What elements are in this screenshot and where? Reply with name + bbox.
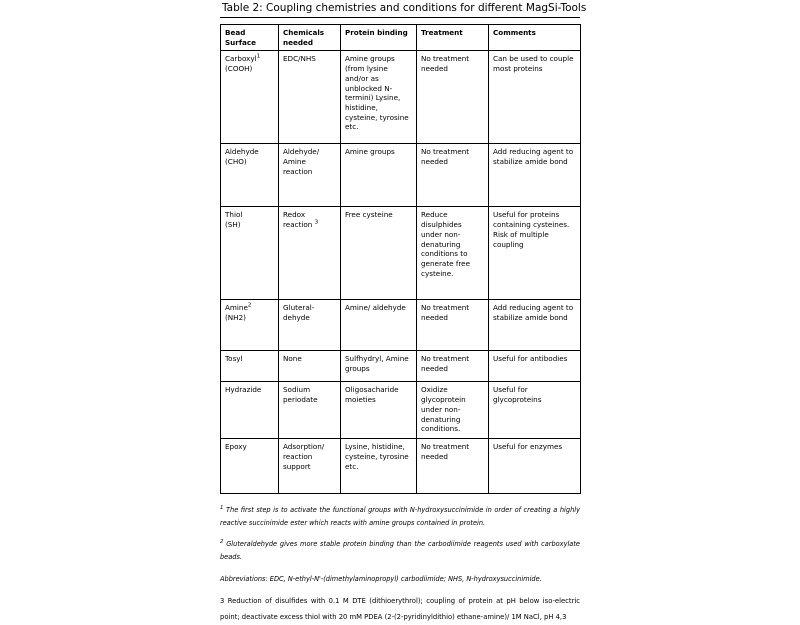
cell-bead-surface [221, 144, 279, 207]
cell-bead-surface [221, 51, 279, 144]
footnote-2 [220, 538, 580, 563]
cell-bead-surface [221, 207, 279, 300]
table-row [221, 382, 581, 439]
cell-chemicals-needed: EDC/NHS [279, 51, 341, 144]
footnote-marker: 3 [314, 219, 319, 226]
table-header-row [221, 25, 581, 51]
cell-treatment: No treatment needed [417, 351, 489, 382]
bead-surface-name: Aldehyde [225, 147, 259, 157]
cell-protein-binding: Sulfhydryl, Amine groups [341, 351, 417, 382]
chemicals-text: Redox reaction [283, 210, 313, 230]
abbreviations-note: Abbreviations: EDC, N-ethyl-N'-(dimethylaminopropyl) carbodiimide; NHS, N-hydroxysuccinimide. [220, 574, 542, 583]
footnote-1-text: The first step is to activate the functional groups with N-hydroxysuccinimide in order of creating a highly reactive succinimide ester which reacts with amine groups contained in protein. [220, 506, 580, 527]
cell-chemicals-needed: Sodium periodate [279, 382, 341, 439]
cell-chemicals-needed: None [279, 351, 341, 382]
cell-protein-binding: Amine groups [341, 144, 417, 207]
cell-treatment: No treatment needed [417, 439, 489, 494]
footnotes-section [220, 504, 580, 625]
cell-comments: Useful for antibodies [489, 351, 581, 382]
footnote-3: 3 Reduction of disulfides with 0.1 M DTE (dithioerythrol); coupling of protein at pH below iso-electric point; deactivate excess thiol with 20 mM PDEA (2-(2-pyridinyldithio) ethane-amine)/ 1M NaCl, pH 4,3 [220, 597, 580, 621]
cell-bead-surface [221, 300, 279, 351]
cell-protein-binding: Amine groups (from lysine and/or as unblocked N-termini) Lysine, histidine, cysteine, tyrosine etc. [341, 51, 417, 144]
column-header-treatment: Treatment [417, 25, 489, 51]
bead-surface-formula: (NH2) [225, 313, 246, 323]
table-row [221, 207, 581, 300]
cell-bead-surface: Hydrazide [221, 382, 279, 439]
cell-chemicals-needed: Gluteral-dehyde [279, 300, 341, 351]
cell-bead-surface: Epoxy [221, 439, 279, 494]
cell-chemicals-needed: Aldehyde/ Amine reaction [279, 144, 341, 207]
table-row [221, 51, 581, 144]
cell-treatment: No treatment needed [417, 51, 489, 144]
cell-treatment: No treatment needed [417, 144, 489, 207]
cell-comments: Useful for glycoproteins [489, 382, 581, 439]
bead-surface-formula: (COOH) [225, 64, 253, 74]
document-body [220, 0, 587, 625]
cell-protein-binding: Amine/ aldehyde [341, 300, 417, 351]
footnote-marker: 2 [247, 303, 252, 310]
footnote-1-marker: 1 [220, 505, 224, 512]
footnote-2-text: Gluteraldehyde gives more stable protein binding than the carbodiimide reagents used with carboxylate beads. [220, 540, 580, 561]
cell-comments: Add reducing agent to stabilize amide bond [489, 144, 581, 207]
cell-protein-binding: Lysine, histidine, cysteine, tyrosine etc. [341, 439, 417, 494]
cell-comments: Can be used to couple most proteins [489, 51, 581, 144]
table-caption: Table 2: Coupling chemistries and conditions for different MagSi-Tools [220, 0, 580, 18]
cell-treatment: Oxidize glycoprotein under non-denaturing conditions. [417, 382, 489, 439]
cell-protein-binding: Oligosacharide moieties [341, 382, 417, 439]
cell-protein-binding: Free cysteine [341, 207, 417, 300]
cell-comments: Useful for proteins containing cysteines. Risk of multiple coupling [489, 207, 581, 300]
column-header-protein-binding: Protein binding [341, 25, 417, 51]
footnote-marker: 1 [256, 54, 261, 61]
table-row [221, 439, 581, 494]
footnote-2-marker: 2 [220, 539, 224, 546]
bead-surface-name: Amine [225, 303, 248, 313]
cell-treatment: Reduce disulphides under non-denaturing conditions to generate free cysteine. [417, 207, 489, 300]
bead-surface-name: Thiol [225, 210, 243, 220]
cell-comments: Useful for enzymes [489, 439, 581, 494]
bead-surface-name: Carboxyl [225, 54, 257, 64]
cell-chemicals-needed: Adsorption/ reaction support [279, 439, 341, 494]
cell-chemicals-needed [279, 207, 341, 300]
column-header-chemicals-needed: Chemicals needed [279, 25, 341, 51]
cell-bead-surface: Tosyl [221, 351, 279, 382]
column-header-bead-surface: Bead Surface [221, 25, 279, 51]
table-row [221, 351, 581, 382]
bead-surface-formula: (SH) [225, 220, 241, 230]
cell-comments: Add reducing agent to stabilize amide bond [489, 300, 581, 351]
bead-surface-formula: (CHO) [225, 157, 247, 167]
table-row [221, 300, 581, 351]
coupling-chemistries-table [220, 24, 581, 494]
column-header-comments: Comments [489, 25, 581, 51]
table-row [221, 144, 581, 207]
cell-treatment: No treatment needed [417, 300, 489, 351]
footnote-1 [220, 504, 580, 529]
